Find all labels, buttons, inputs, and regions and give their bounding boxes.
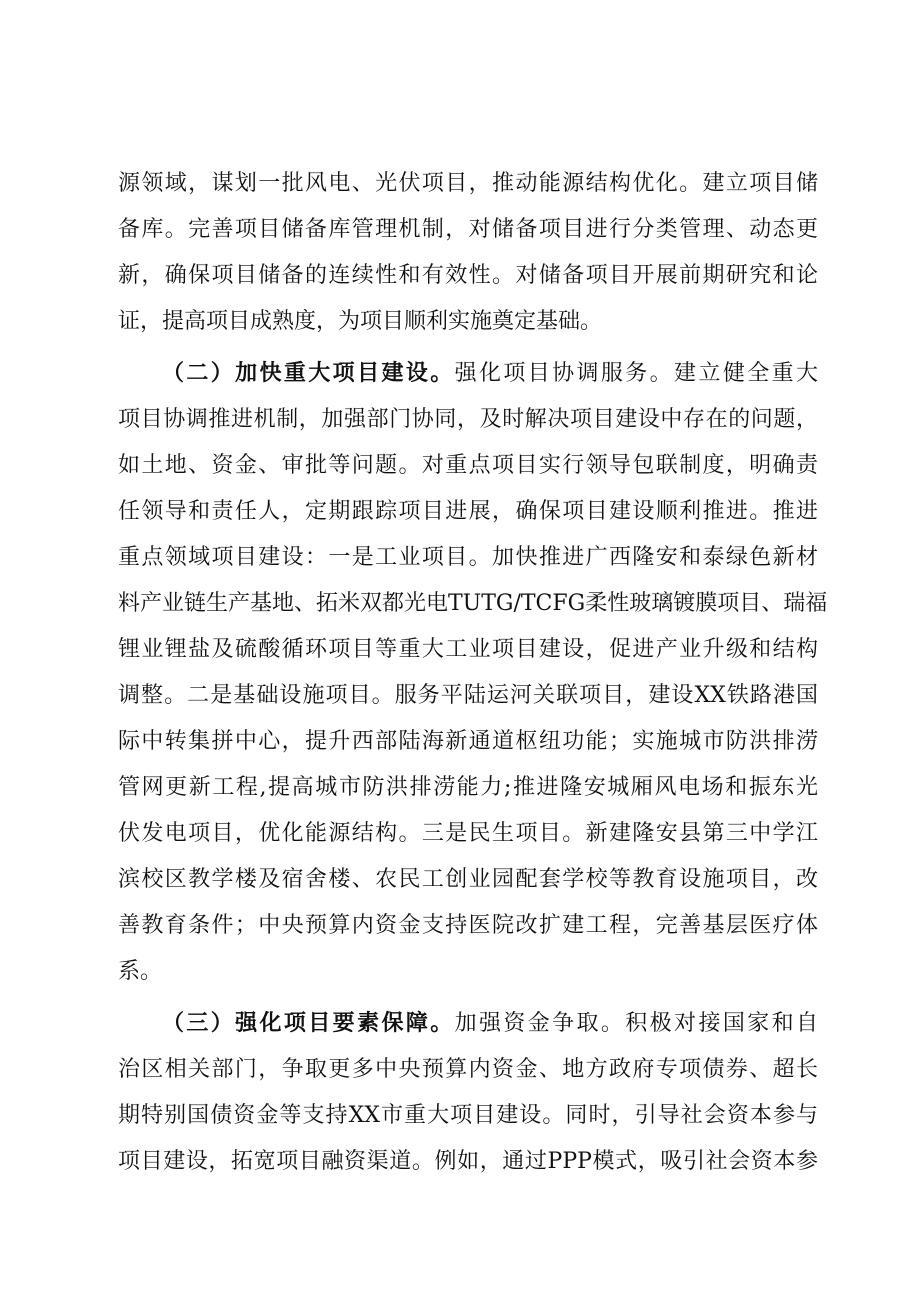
paragraph-1-line-2: 备库。完善项目储备库管理机制，对储备项目进行分类管理、动态更 <box>118 217 818 242</box>
paragraph-3-first-line <box>162 1004 818 1044</box>
paragraph-2-line: 系。 <box>118 959 163 984</box>
paragraph-3-first-line-text: 加强资金争取。积极对接国家和自 <box>454 1011 818 1036</box>
paragraph-2-line: 调整。二是基础设施项目。服务平陆运河关联项目，建设XX铁路港国 <box>118 683 818 708</box>
paragraph-2-line: 任领导和责任人，定期跟踪项目进展，确保项目建设顺利推进。推进 <box>118 499 818 524</box>
paragraph-2-line: 重点领域项目建设：一是工业项目。加快推进广西隆安和泰绿色新材 <box>118 545 818 570</box>
paragraph-2-line: 际中转集拼中心，提升西部陆海新通道枢纽功能；实施城市防洪排涝 <box>118 729 818 754</box>
paragraph-2-line: 锂业锂盐及硫酸循环项目等重大工业项目建设，促进产业升级和结构 <box>118 637 818 662</box>
paragraph-3-line: 治区相关部门，争取更多中央预算内资金、地方政府专项债券、超长 <box>118 1057 818 1082</box>
section-heading-3: （三）强化项目要素保障。 <box>162 1011 455 1036</box>
paragraph-2-line: 管网更新工程,提高城市防洪排涝能力;推进隆安城厢风电场和振东光 <box>118 775 818 800</box>
paragraph-3-line: 项目建设，拓宽项目融资渠道。例如，通过PPP模式，吸引社会资本参 <box>118 1149 818 1174</box>
section-heading-2: （二）加快重大项目建设。 <box>162 361 455 386</box>
paragraph-1-line-3: 新，确保项目储备的连续性和有效性。对储备项目开展前期研究和论 <box>118 263 818 288</box>
paragraph-2-line: 料产业链生产基地、拓米双都光电TUTG/TCFG柔性玻璃镀膜项目、瑞福 <box>118 591 828 616</box>
paragraph-2-line: 项目协调推进机制，加强部门协同，及时解决项目建设中存在的问题， <box>118 407 818 432</box>
paragraph-2-first-line <box>162 354 818 394</box>
paragraph-2-line: 滨校区教学楼及宿舍楼、农民工创业园配套学校等教育设施项目，改 <box>118 867 818 892</box>
paragraph-2-first-line-text: 强化项目协调服务。建立健全重大 <box>454 361 818 386</box>
paragraph-3-line: 期特别国债资金等支持XX市重大项目建设。同时，引导社会资本参与 <box>118 1103 818 1128</box>
paragraph-2-line: 伏发电项目，优化能源结构。三是民生项目。新建隆安县第三中学江 <box>118 821 818 846</box>
paragraph-1-line-4: 证，提高项目成熟度，为项目顺利实施奠定基础。 <box>118 309 603 334</box>
paragraph-1-line-1: 源领域，谋划一批风电、光伏项目，推动能源结构优化。建立项目储 <box>118 171 818 196</box>
paragraph-2-line: 如土地、资金、审批等问题。对重点项目实行领导包联制度，明确责 <box>118 453 818 478</box>
paragraph-2-line: 善教育条件；中央预算内资金支持医院改扩建工程，完善基层医疗体 <box>118 913 818 938</box>
